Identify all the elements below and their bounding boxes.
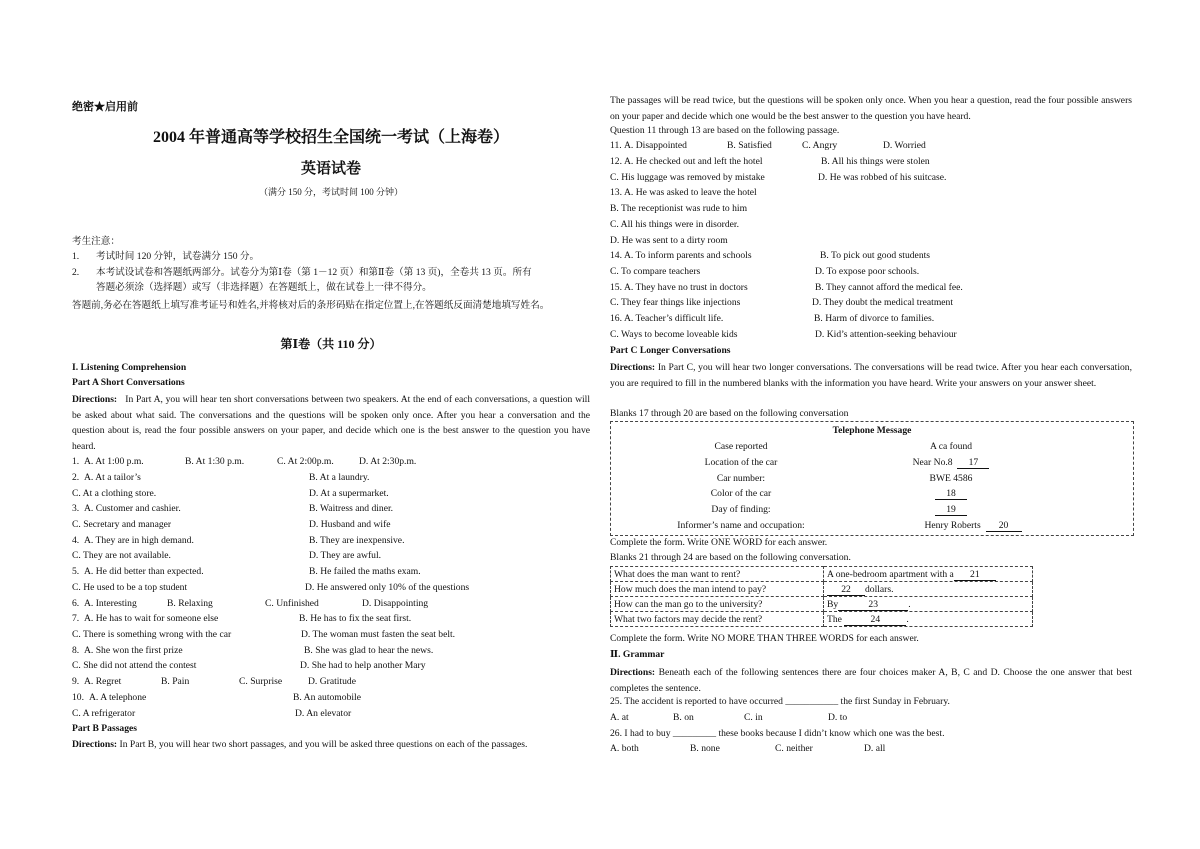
secret-label: 绝密★启用前 — [72, 101, 138, 113]
q9-b: B. Pain — [161, 676, 190, 687]
rent-answer-4 — [824, 612, 1033, 627]
q4-a: A. They are in high demand. — [84, 535, 194, 546]
part-a-directions-text: In Part A, you will hear ten short conversations between two speakers. At the end of each conversations, a question will be asked about what said. The conversations and the questions will be spoken only once. After you hear a conversation and the question about is, read the four possible answers on your paper, and decide which one is the best answer to the question you have heard. — [72, 394, 590, 453]
q10-a: A. A telephone — [89, 692, 147, 703]
q15-a: A. They have no trust in doctors — [624, 282, 748, 293]
q8-d: D. She had to help another Mary — [300, 660, 426, 671]
part-a-directions — [72, 392, 590, 455]
q2-d: D. At a supermarket. — [309, 488, 389, 499]
q26-c: C. neither — [775, 743, 813, 754]
q4-num: 4. — [72, 535, 80, 546]
q13-c: C. All his things were in disorder. — [610, 219, 739, 230]
part-b-continued: The passages will be read twice, but the questions will be spoken only once. When you hear a question, read the four possible answers on your paper and decide which one would be the best answer to the question you have heard. — [610, 95, 1132, 122]
q7-a: A. He has to wait for someone else — [84, 613, 219, 624]
note-3: 答题前,务必在答题纸上填写准考证号和姓名,并将核对后的条形码贴在指定位置上,在答题纸反面清楚地填写姓名。 — [72, 300, 550, 311]
q7-c: C. There is something wrong with the car — [72, 629, 232, 640]
q5-num: 5. — [72, 566, 80, 577]
rent-row-2 — [611, 582, 1033, 597]
phone-key-5: Day of finding: — [711, 504, 771, 515]
phone-value-2 — [871, 457, 1031, 469]
exam-title: 2004 年普通高等学校招生全国统一考试（上海卷） — [152, 129, 509, 146]
q13-b: B. The receptionist was rude to him — [610, 203, 748, 214]
q3-d: D. Husband and wife — [309, 519, 391, 530]
q15-c: C. They fear things like injections — [610, 297, 741, 308]
q6-c: C. Unfinished — [265, 598, 319, 609]
q1-d: D. At 2:30p.m. — [359, 456, 417, 467]
question-26: 26. I had to buy _________ these books because I didn’t know which one was the best. — [610, 728, 945, 739]
exam-subtitle: 英语试卷 — [300, 161, 361, 177]
rent-table — [610, 566, 1033, 627]
q15-num: 15. — [610, 282, 622, 293]
question-25: 25. The accident is reported to have occurred ___________ the first Sunday in February. — [610, 696, 950, 707]
part-b-directions-label: Directions: — [72, 739, 118, 750]
q14-a: A. To inform parents and schools — [624, 250, 752, 261]
q9-d: D. Gratitude — [308, 676, 356, 687]
phone-key-1: Case reported — [714, 441, 768, 452]
phone-key-4: Color of the car — [710, 488, 772, 499]
q1-a: A. At 1:00 p.m. — [84, 456, 144, 467]
section-title: 第Ⅰ卷（共 110 分） — [280, 337, 382, 351]
q2-b: B. At a laundry. — [309, 472, 370, 483]
blank-24: 24 — [844, 614, 906, 626]
rent-answer-3-pre: By — [827, 598, 839, 610]
rent-answer-3 — [824, 597, 1033, 612]
rent-answer-4-pre: The — [827, 613, 845, 625]
q16-c: C. Ways to become loveable kids — [610, 329, 738, 340]
rent-answer-1 — [824, 567, 1033, 582]
part-c-directions — [610, 360, 1132, 391]
notes-title: 考生注意： — [72, 236, 120, 247]
grammar-directions — [610, 665, 1132, 696]
directions-label: Directions: — [72, 394, 118, 405]
part-c-directions-label: Directions: — [610, 362, 656, 373]
grammar-directions-text: Beneath each of the following sentences there are four choices maker A, B, C and D. Choose the one answer that best completes the sentence. — [610, 667, 1132, 694]
q8-a: A. She won the first prize — [84, 645, 183, 656]
q10-num: 10. — [72, 692, 84, 703]
q9-c: C. Surprise — [239, 676, 283, 687]
q12-d: D. He was robbed of his suitcase. — [818, 172, 947, 183]
q14-d: D. To expose poor schools. — [815, 266, 920, 277]
q15-d: D. They doubt the medical treatment — [812, 297, 954, 308]
part-b-intro: Question 11 through 13 are based on the following passage. — [610, 125, 840, 136]
note-1-num: 1. — [72, 251, 80, 262]
exam-info: （满分 150 分，考试时间 100 分钟） — [258, 187, 403, 197]
blank-20: 20 — [986, 520, 1022, 532]
q26-a: A. both — [610, 743, 639, 754]
rent-question-4: What two factors may decide the rent? — [611, 612, 824, 627]
q11-d: D. Worried — [883, 140, 926, 151]
q6-num: 6. — [72, 598, 80, 609]
q1-b: B. At 1:30 p.m. — [185, 456, 245, 467]
blank-23: 23 — [838, 599, 908, 611]
rent-answer-4-post: . — [906, 613, 909, 625]
phone-key-6: Informer’s name and occupation: — [677, 520, 805, 531]
phone-value-6-text: Henry Roberts — [924, 520, 981, 531]
blanks-17-20-intro: Blanks 17 through 20 are based on the following conversation — [610, 408, 849, 419]
grammar-title: Ⅱ. Grammar — [610, 649, 665, 660]
q10-b: B. An automobile — [293, 692, 361, 703]
phone-value-5 — [871, 504, 1031, 516]
rent-answer-3-post: . — [908, 598, 911, 610]
q25-b: B. on — [673, 712, 694, 723]
q16-a: A. Teacher’s difficult life. — [624, 313, 724, 324]
rent-answer-2-post: dollars. — [865, 583, 894, 595]
q4-d: D. They are awful. — [309, 550, 382, 561]
q16-num: 16. — [610, 313, 622, 324]
q13-d: D. He was sent to a dirty room — [610, 235, 728, 246]
q14-num: 14. — [610, 250, 622, 261]
grammar-directions-label: Directions: — [610, 667, 656, 678]
phone-key-3: Car number: — [716, 473, 766, 484]
note-2-num: 2. — [72, 267, 80, 278]
q3-c: C. Secretary and manager — [72, 519, 172, 530]
q11-c: C. Angry — [802, 140, 838, 151]
part-a-title: Part A Short Conversations — [72, 377, 185, 388]
rent-question-1: What does the man want to rent? — [611, 567, 824, 582]
q6-a: A. Interesting — [84, 598, 137, 609]
note-2a: 本考试设试卷和答题纸两部分。试卷分为第Ⅰ卷（第 1－12 页）和第Ⅱ卷（第 13 页)，全卷共 13 页。所有 — [96, 267, 532, 278]
q14-b: B. To pick out good students — [820, 250, 931, 261]
phone-value-4 — [871, 488, 1031, 500]
rent-row-4 — [611, 612, 1033, 627]
part-c-title: Part C Longer Conversations — [610, 345, 731, 356]
q2-num: 2. — [72, 472, 80, 483]
q3-b: B. Waitress and diner. — [309, 503, 394, 514]
q6-d: D. Disappointing — [362, 598, 429, 609]
q7-num: 7. — [72, 613, 80, 624]
q5-a: A. He did better than expected. — [84, 566, 204, 577]
phone-value-3: BWE 4586 — [929, 473, 973, 484]
blank-21: 21 — [954, 569, 996, 581]
q5-b: B. He failed the maths exam. — [309, 566, 421, 577]
blanks-21-24-intro: Blanks 21 through 24 are based on the following conversation. — [610, 552, 851, 563]
q2-a: A. At a tailor’s — [84, 472, 141, 483]
telephone-message-box — [610, 421, 1134, 536]
telephone-message-title: Telephone Message — [832, 425, 912, 436]
phone-key-2: Location of the car — [704, 457, 778, 468]
instruction-1: Complete the form. Write ONE WORD for each answer. — [610, 537, 828, 548]
q16-d: D. Kid’s attention-seeking behaviour — [815, 329, 957, 340]
note-1: 考试时间 120 分钟，试卷满分 150 分。 — [96, 251, 260, 262]
q3-a: A. Customer and cashier. — [84, 503, 181, 514]
q10-c: C. A refrigerator — [72, 708, 136, 719]
q16-b: B. Harm of divorce to families. — [814, 313, 935, 324]
q25-a: A. at — [610, 712, 629, 723]
rent-question-2: How much does the man intend to pay? — [611, 582, 824, 597]
q11-a: A. Disappointed — [624, 140, 687, 151]
q25-c: C. in — [744, 712, 763, 723]
q9-a: A. Regret — [84, 676, 122, 687]
blank-17: 17 — [957, 457, 989, 469]
q8-c: C. She did not attend the contest — [72, 660, 197, 671]
part-b-directions-text: In Part B, you will hear two short passages, and you will be asked three questions on each of the passages. — [119, 739, 528, 750]
q4-c: C. They are not available. — [72, 550, 171, 561]
q1-c: C. At 2:00p.m. — [277, 456, 334, 467]
q26-b: B. none — [690, 743, 720, 754]
q13-num: 13. — [610, 187, 622, 198]
q8-b: B. She was glad to hear the news. — [304, 645, 434, 656]
q12-b: B. All his things were stolen — [821, 156, 930, 167]
listening-title: I. Listening Comprehension — [72, 362, 187, 373]
q5-c: C. He used to be a top student — [72, 582, 188, 593]
rent-answer-2 — [824, 582, 1033, 597]
q6-b: B. Relaxing — [167, 598, 213, 609]
q8-num: 8. — [72, 645, 80, 656]
q7-d: D. The woman must fasten the seat belt. — [301, 629, 456, 640]
part-c-directions-text: In Part C, you will hear two longer conversations. The conversations will be read twice. After you hear each conversation, you are required to fill in the numbered blanks with the information you have heard. Write your answers on your answer sheet. — [610, 362, 1132, 389]
q13-a: A. He was asked to leave the hotel — [624, 187, 757, 198]
q14-c: C. To compare teachers — [610, 266, 701, 277]
q12-num: 12. — [610, 156, 622, 167]
q2-c: C. At a clothing store. — [72, 488, 157, 499]
blank-19: 19 — [935, 504, 967, 516]
rent-row-1 — [611, 567, 1033, 582]
q12-a: A. He checked out and left the hotel — [624, 156, 763, 167]
q5-d: D. He answered only 10% of the questions — [305, 582, 470, 593]
phone-value-2-text: Near No.8 — [912, 457, 953, 468]
part-b-directions — [72, 739, 527, 751]
q1-num: 1. — [72, 456, 80, 467]
instruction-2: Complete the form. Write NO MORE THAN THREE WORDS for each answer. — [610, 633, 919, 644]
q15-b: B. They cannot afford the medical fee. — [815, 282, 963, 293]
q4-b: B. They are inexpensive. — [309, 535, 405, 546]
q26-d: D. all — [864, 743, 886, 754]
phone-value-6 — [883, 520, 1063, 532]
q9-num: 9. — [72, 676, 80, 687]
q12-c: C. His luggage was removed by mistake — [610, 172, 765, 183]
rent-row-3 — [611, 597, 1033, 612]
q3-num: 3. — [72, 503, 80, 514]
q11-num: 11. — [610, 140, 622, 151]
q25-d: D. to — [828, 712, 848, 723]
blank-18: 18 — [935, 488, 967, 500]
q11-b: B. Satisfied — [727, 140, 772, 151]
part-b-title: Part B Passages — [72, 723, 138, 734]
rent-answer-1-pre: A one-bedroom apartment with a — [827, 568, 954, 580]
q7-b: B. He has to fix the seat first. — [299, 613, 412, 624]
blank-22: 22 — [827, 584, 865, 596]
rent-question-3: How can the man go to the university? — [611, 597, 824, 612]
q10-d: D. An elevator — [295, 708, 352, 719]
phone-value-1: A ca found — [929, 441, 973, 452]
note-2b: 答题必须涂（选择题）或写（非选择题）在答题纸上，做在试卷上一律不得分。 — [96, 282, 432, 293]
